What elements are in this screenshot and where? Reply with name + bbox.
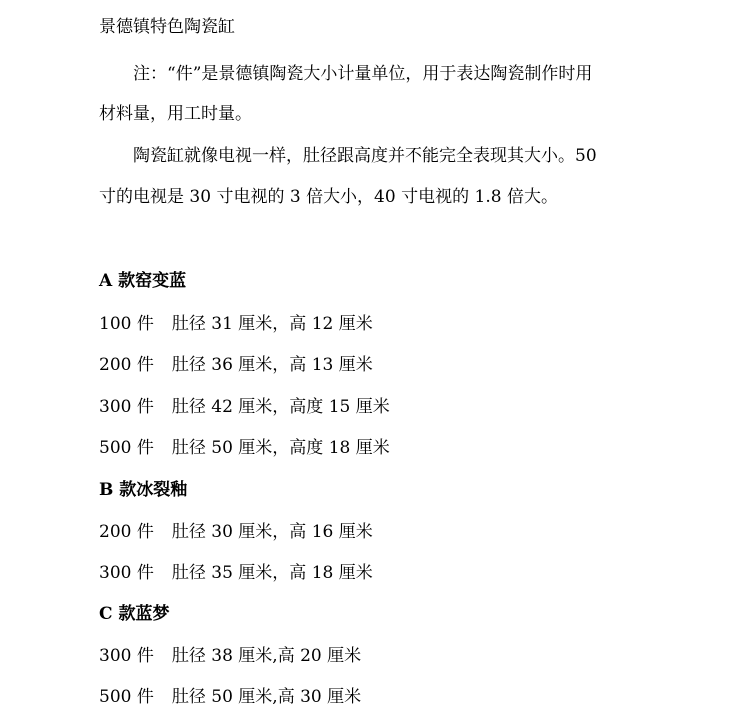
item-spec: 肚径 36 厘米，高 13 厘米 [171,355,373,375]
list-item [99,313,373,335]
item-quantity: 200 件 [99,355,154,375]
item-spec: 肚径 35 厘米，高 18 厘米 [171,563,373,583]
item-spec: 肚径 50 厘米，高度 18 厘米 [171,438,390,458]
note-line-2: 材料量，用工时量。 [99,104,252,124]
note-line-1: 注：“件”是景德镇陶瓷大小计量单位，用于表达陶瓷制作时用 [133,64,593,84]
item-quantity: 100 件 [99,314,154,334]
list-item [99,396,390,418]
item-spec: 肚径 30 厘米，高 16 厘米 [171,522,373,542]
item-quantity: 300 件 [99,397,154,417]
list-item [99,354,373,376]
paragraph-line-1: 陶瓷缸就像电视一样，肚径跟高度并不能完全表现其大小。50 [133,146,597,166]
list-item [99,562,373,584]
item-quantity: 500 件 [99,438,154,458]
section-heading-b: B 款冰裂釉 [99,480,188,500]
paragraph-line-2: 寸的电视是 30 寸电视的 3 倍大小，40 寸电视的 1.8 倍大。 [99,187,558,207]
section-heading-c: C 款蓝梦 [99,604,170,624]
item-spec: 肚径 50 厘米,高 30 厘米 [171,687,362,707]
item-quantity: 500 件 [99,687,154,707]
list-item [99,686,361,708]
item-spec: 肚径 31 厘米，高 12 厘米 [171,314,373,334]
item-quantity: 300 件 [99,563,154,583]
list-item [99,521,373,543]
list-item [99,437,390,459]
list-item [99,645,361,667]
item-spec: 肚径 42 厘米，高度 15 厘米 [171,397,390,417]
item-quantity: 300 件 [99,646,154,666]
document-title: 景德镇特色陶瓷缸 [99,17,235,37]
item-spec: 肚径 38 厘米,高 20 厘米 [171,646,362,666]
section-heading-a: A 款窑变蓝 [99,271,187,291]
item-quantity: 200 件 [99,522,154,542]
